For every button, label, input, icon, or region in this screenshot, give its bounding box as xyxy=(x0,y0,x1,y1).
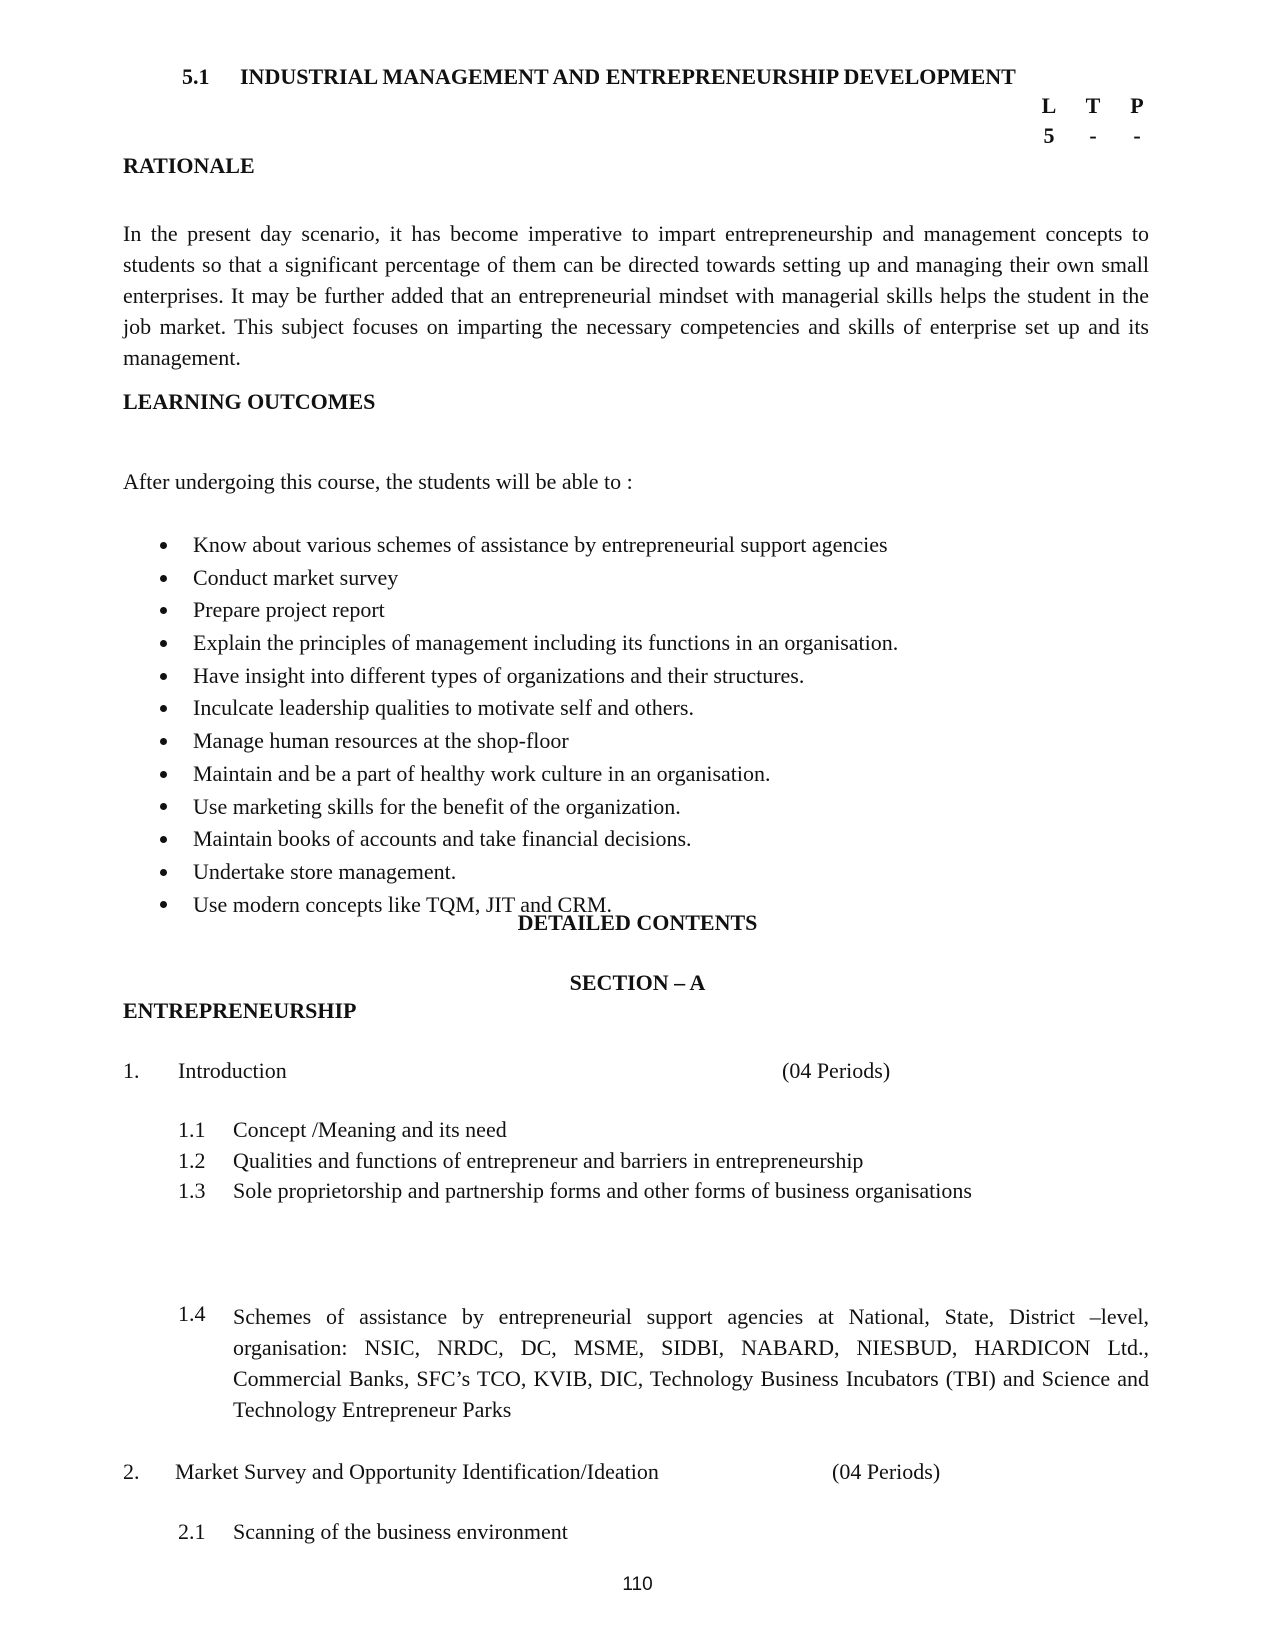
subitem-1-3 xyxy=(178,1178,972,1204)
learning-outcomes-intro: After undergoing this course, the students will be able to : xyxy=(123,469,633,494)
course-number: 5.1 xyxy=(182,64,210,89)
list-item xyxy=(150,725,898,758)
page-number: 110 xyxy=(622,1574,653,1595)
list-item xyxy=(150,692,898,725)
bullet-icon xyxy=(160,640,167,647)
bullet-icon xyxy=(160,575,167,582)
list-item xyxy=(150,562,898,595)
list-item-text: Know about various schemes of assistance by entrepreneurial support agencies xyxy=(193,532,888,557)
unit-1-periods: (04 Periods) xyxy=(782,1058,891,1083)
list-item-text: Use modern concepts like TQM, JIT and CRM. xyxy=(193,891,612,917)
learning-outcomes-heading: LEARNING OUTCOMES xyxy=(123,389,376,414)
subitem-number: 1.4 xyxy=(178,1301,206,1326)
list-item-text: Maintain and be a part of healthy work culture in an organisation. xyxy=(193,760,771,786)
bullet-icon xyxy=(160,738,167,745)
list-item-text: Have insight into different types of organizations and their structures. xyxy=(193,662,805,688)
rationale-heading: RATIONALE xyxy=(123,153,255,178)
list-item-text: Inculcate leadership qualities to motivate self and others. xyxy=(193,695,694,721)
ltp-value-t: - xyxy=(1089,123,1097,148)
list-item xyxy=(150,856,898,889)
ltp-label-p: P xyxy=(1130,93,1144,118)
bullet-icon xyxy=(160,836,167,843)
unit-1-number: 1. xyxy=(123,1058,140,1083)
subitem-text: Sole proprietorship and partnership forms and other forms of business organisations xyxy=(233,1178,972,1203)
subitem-number: 2.1 xyxy=(178,1519,206,1544)
subitem-text: Schemes of assistance by entrepreneurial support agencies at National, State, District –level, organisation: NSIC, NRDC, DC, MSME, SIDBI, NABARD, NIESBUD, HARDICON Ltd., Commercial Banks, SFC’s TCO, KVIB, DIC, Technology Business Incubators (TBI) and Science and Technology Entrepreneur Parks xyxy=(233,1304,1149,1422)
subitem-text: Concept /Meaning and its need xyxy=(233,1117,507,1142)
bullet-icon xyxy=(160,607,167,614)
bullet-icon xyxy=(160,869,167,876)
rationale-body: In the present day scenario, it has become imperative to impart entrepreneurship and management concepts to students so that a significant percentage of them can be directed towards setting up and managing their own small enterprises. It may be further added that an entrepreneurial mindset with managerial skills helps the student in the job market. This subject focuses on imparting the necessary competencies and skills of enterprise set up and its management. xyxy=(123,221,1149,370)
unit-2-title: Market Survey and Opportunity Identification/Ideation xyxy=(175,1459,659,1484)
subitem-number: 1.2 xyxy=(178,1148,206,1173)
list-item-text: Conduct market survey xyxy=(193,564,399,590)
course-title xyxy=(182,64,1016,90)
list-item xyxy=(150,594,898,627)
list-item-text: Manage human resources at the shop-floor xyxy=(193,728,569,754)
bullet-icon xyxy=(160,771,167,778)
list-item xyxy=(150,791,898,824)
unit-2-number: 2. xyxy=(123,1459,140,1484)
bullet-icon xyxy=(160,542,167,549)
list-item xyxy=(150,627,898,660)
ltp-value-p: - xyxy=(1133,123,1141,148)
bullet-icon xyxy=(160,705,167,712)
list-item-text: Prepare project report xyxy=(193,597,385,623)
ltp-labels xyxy=(1038,93,1148,119)
bullet-icon xyxy=(160,901,167,908)
subitem-text: Scanning of the business environment xyxy=(233,1519,568,1544)
ltp-value-l: 5 xyxy=(1043,123,1055,148)
learning-outcomes-list xyxy=(150,529,898,921)
ltp-label-l: L xyxy=(1041,93,1057,118)
ltp-label-t: T xyxy=(1085,93,1101,118)
subitem-1-1 xyxy=(178,1117,507,1143)
section-topic-heading: ENTREPRENEURSHIP xyxy=(123,998,357,1023)
subitem-2-1 xyxy=(178,1519,568,1545)
list-item xyxy=(150,758,898,791)
list-item xyxy=(150,823,898,856)
subitem-number: 1.1 xyxy=(178,1117,206,1142)
bullet-icon xyxy=(160,803,167,810)
list-item xyxy=(150,529,898,562)
subitem-1-2 xyxy=(178,1148,863,1174)
list-item xyxy=(150,660,898,693)
ltp-values xyxy=(1038,123,1148,149)
bullet-icon xyxy=(160,673,167,680)
unit-2-periods: (04 Periods) xyxy=(832,1459,941,1484)
list-item-text: Undertake store management. xyxy=(193,858,457,884)
section-heading: SECTION – A xyxy=(569,970,706,995)
list-item-text: Use marketing skills for the benefit of the organization. xyxy=(193,793,681,819)
list-item-text: Explain the principles of management including its functions in an organisation. xyxy=(193,630,899,656)
unit-1-title: Introduction xyxy=(178,1058,287,1083)
detailed-contents-heading: DETAILED CONTENTS xyxy=(517,910,758,935)
list-item-text: Maintain books of accounts and take financial decisions. xyxy=(193,826,692,852)
course-title-text: INDUSTRIAL MANAGEMENT AND ENTREPRENEURSHIP DEVELOPMENT xyxy=(240,64,1016,89)
subitem-text: Qualities and functions of entrepreneur and barriers in entrepreneurship xyxy=(233,1148,864,1173)
subitem-1-4 xyxy=(178,1301,1149,1425)
subitem-number: 1.3 xyxy=(178,1178,206,1203)
